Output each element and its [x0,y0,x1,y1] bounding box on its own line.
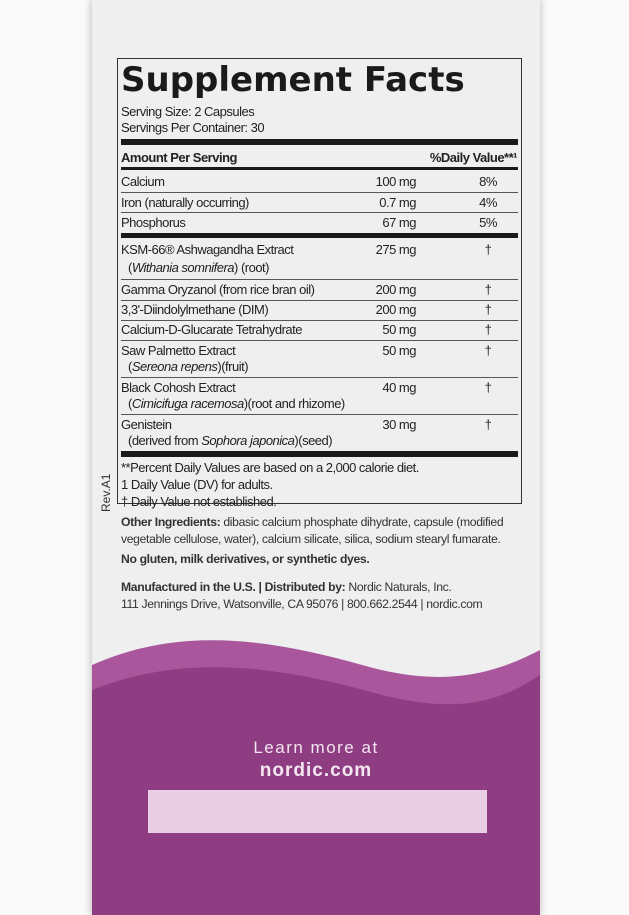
divider [121,167,518,170]
ingredient-name: Genistein [121,417,172,432]
divider [121,451,518,457]
learn-more-text: Learn more at [253,738,379,757]
ingredient-source [128,260,269,276]
nutrient-name: Phosphorus [121,215,186,230]
amount-header: Amount Per Serving [121,150,237,165]
blank-label-box [148,790,487,833]
source-text: ) (root) [234,260,269,275]
ingredient-amount: 50 mg [382,343,416,358]
manufacturer-label: Manufactured in the U.S. | Distributed by: [121,580,346,594]
row-line [121,414,518,415]
ingredient-name: Gamma Oryzanol (from rice bran oil) [121,282,315,297]
nutrient-name: Calcium [121,174,165,189]
nutrient-name: Iron (naturally occurring) [121,195,249,210]
revision-code: Rev.A1 [99,473,113,512]
ingredient-name: KSM-66® Ashwagandha Extract [121,242,294,257]
nutrient-amount: 67 mg [382,215,416,230]
ingredient-name: Black Cohosh Extract [121,380,236,395]
ingredient-dv: † [484,282,492,297]
free-from-statement: No gluten, milk derivatives, or synthetic dyes. [121,552,370,566]
ingredient-dv: † [484,322,492,337]
row-line [121,212,518,213]
other-ingredients-line2: vegetable cellulose, water), calcium silicate, silica, sodium stearyl fumarate. [121,532,501,546]
source-text: ( [128,359,132,374]
other-ingredients [121,515,503,530]
footnote: 1 Daily Value (DV) for adults. [121,477,273,492]
ingredient-source [128,396,345,412]
row-line [121,320,518,321]
dv-header: %Daily Value**¹ [429,150,517,165]
ingredient-dv: † [484,343,492,358]
ingredient-amount: 50 mg [382,322,416,337]
ingredient-name: Saw Palmetto Extract [121,343,236,358]
source-text: (derived from [128,433,202,448]
ingredient-amount: 200 mg [375,282,416,297]
ingredient-amount: 200 mg [375,302,416,317]
footnote: **Percent Daily Values are based on a 2,000 calorie diet. [121,460,419,475]
address: 111 Jennings Drive, Watsonville, CA 95076 | 800.662.2544 | nordic.com [121,597,483,611]
nutrient-amount: 0.7 mg [379,195,416,210]
latin-name: Cimicifuga racemosa [131,396,244,411]
ingredient-amount: 40 mg [382,380,416,395]
ingredient-amount: 275 mg [375,242,416,257]
latin-name: Sereona repens [131,359,218,374]
ingredient-source [128,359,248,375]
servings-per-container: Servings Per Container: 30 [121,120,265,135]
serving-size: Serving Size: 2 Capsules [121,104,255,119]
source-text: ( [128,260,132,275]
source-text: )(root and rhizome) [243,396,345,411]
nutrient-amount: 100 mg [375,174,416,189]
ingredient-amount: 30 mg [382,417,416,432]
latin-name: Withania somnifera [131,260,234,275]
source-text: )(fruit) [217,359,249,374]
ingredient-dv: † [484,417,492,432]
row-line [121,192,518,193]
ingredient-dv: † [484,302,492,317]
row-line [121,340,518,341]
ingredient-name: 3,3'-Diindolylmethane (DIM) [121,302,269,317]
supplement-facts-label [117,58,522,509]
ingredient-name: Calcium-D-Glucarate Tetrahydrate [121,322,302,337]
row-line [121,300,518,301]
ingredient-dv: † [484,380,492,395]
label-title: Supplement Facts [121,60,465,100]
divider [121,139,518,145]
manufacturer-name: Nordic Naturals, Inc. [345,580,452,594]
nutrient-dv: 5% [479,215,497,230]
nutrient-dv: 8% [479,174,497,189]
source-text: ( [128,396,132,411]
divider [121,233,518,238]
nutrient-dv: 4% [479,195,497,210]
other-ingredients-text: dibasic calcium phosphate dihydrate, capsule (modified [220,515,504,529]
source-text: )(seed) [294,433,333,448]
footnote: † Daily Value not established. [121,494,277,509]
other-ingredients-label: Other Ingredients: [121,515,221,529]
row-line [121,279,518,280]
latin-name: Sophora japonica [201,433,295,448]
ingredient-dv: † [484,242,492,257]
website-link[interactable]: nordic.com [259,760,373,781]
manufacturer [121,580,451,595]
ingredient-source [128,433,332,449]
row-line [121,377,518,378]
